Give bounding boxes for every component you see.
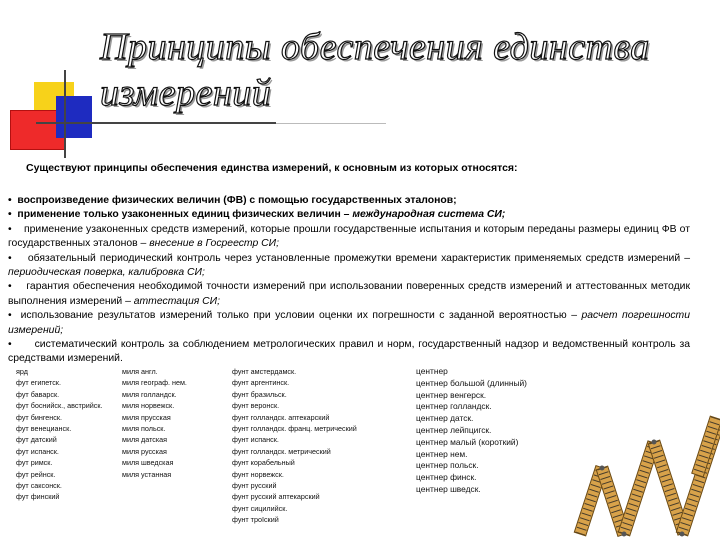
unit-item: миля норвежск.: [122, 401, 175, 411]
page-title: Принципы обеспечения единства измерений: [100, 26, 650, 114]
unit-item: миля англ.: [122, 367, 158, 376]
unit-item: центнер лейпцигск.: [416, 424, 492, 435]
principles-list: [8, 194, 690, 367]
units-column-feet: [16, 366, 103, 503]
unit-item: фунт веронск.: [232, 401, 280, 411]
unit-item: фунт русский аптекарский: [232, 492, 320, 502]
unit-item: центнер польск.: [416, 460, 479, 471]
unit-item: фунт троїский: [232, 515, 279, 525]
bullet: •: [8, 209, 12, 221]
unit-item: фут рейнск.: [16, 469, 56, 479]
principle-result: расчет погрешности измерений;: [8, 310, 690, 336]
unit-item: центнер малый (короткий): [416, 436, 519, 447]
unit-item: центнер большой (длинный): [416, 377, 527, 388]
unit-item: центнер голландск.: [416, 401, 492, 412]
principle-result: внесение в Госреестр СИ;: [149, 238, 279, 250]
unit-item: миля устанная: [122, 469, 172, 479]
unit-item: миля географ. нем.: [122, 378, 187, 388]
bullet: •: [8, 252, 12, 264]
unit-item: фунт русский: [232, 481, 277, 491]
principle-result: аттестация СИ;: [133, 295, 220, 307]
unit-item: фунт голландск. франц. метрический: [232, 424, 357, 434]
unit-item: фунт амстердамск.: [232, 367, 297, 376]
unit-item: фут баварск.: [16, 389, 60, 399]
unit-item: фунт корабельный: [232, 458, 295, 468]
decor-blue-square: [56, 96, 92, 138]
principle-item: [8, 223, 690, 252]
unit-item: фунт норвежск.: [232, 469, 284, 479]
decor-vertical-line: [64, 70, 66, 158]
unit-item: миля прусская: [122, 412, 171, 422]
unit-item: центнер нем.: [416, 448, 468, 459]
decor-underline-thin: [276, 123, 386, 124]
principle-item: [8, 252, 690, 281]
unit-item: центнер: [416, 366, 448, 376]
bullet: •: [8, 339, 12, 351]
principle-text: применение только узаконенных единиц физических величин –: [17, 209, 353, 221]
principle-item: [8, 309, 690, 338]
principle-result: периодическая поверка, калибровка СИ;: [8, 267, 205, 279]
bullet: •: [8, 310, 12, 322]
unit-item: фут датский: [16, 435, 57, 445]
unit-item: центнер шведск.: [416, 483, 481, 494]
bullet: •: [8, 195, 12, 206]
unit-item: миля голландск.: [122, 389, 177, 399]
units-column-pounds: [232, 366, 357, 526]
principle-text: использование результатов измерений только при условии оценки их погрешности с заданной вероятностью –: [20, 310, 582, 322]
unit-item: фут саксонск.: [16, 481, 62, 491]
unit-item: фунт испанск.: [232, 435, 279, 445]
unit-item: центнер венгерск.: [416, 389, 487, 400]
unit-item: фунт сицилийск.: [232, 503, 288, 513]
unit-item: фут венецианск.: [16, 424, 72, 434]
unit-item: центнер финск.: [416, 472, 477, 483]
principle-text: применение узаконенных средств измерений, которые прошли государственные испытания и которым переданы размеры единиц ФВ от государственных эталонов –: [8, 223, 690, 250]
intro-text: Существуют принципы обеспечения единства измерений, к основным из которых относятся:: [26, 162, 518, 174]
principle-text: гарантия обеспечения необходимой точности измерений при использовании поверенных средств измерений и аттестованных методик выполнения измерений –: [8, 281, 690, 307]
principle-text: систематический контроль за соблюдением метрологических правил и норм, государственный надзор и ведомственный контроль за средствами измерений.: [8, 339, 691, 365]
unit-item: ярд: [16, 367, 28, 376]
unit-item: фунт бразильск.: [232, 389, 287, 399]
unit-item: фут финский: [16, 492, 60, 502]
bullet: •: [8, 223, 12, 235]
unit-item: миля шведская: [122, 458, 174, 468]
unit-item: миля польск.: [122, 424, 166, 434]
decor-horizontal-line: [36, 122, 276, 124]
units-column-centners: [416, 366, 527, 496]
principle-result: международная система СИ;: [352, 209, 506, 221]
principle-text: обязательный периодический контроль через установленные промежутки времени характеристик применяемых средств измерений –: [27, 252, 690, 264]
principle-text: воспроизведение физических величин (ФВ) с помощью государственных эталонов;: [17, 195, 457, 206]
unit-item: фут египетск.: [16, 378, 61, 388]
unit-item: фунт голландск. метрический: [232, 446, 331, 456]
unit-item: фут бингенск.: [16, 412, 62, 422]
unit-item: фут римск.: [16, 458, 53, 468]
unit-item: центнер датск.: [416, 413, 474, 424]
principle-item: [8, 280, 690, 309]
units-column-miles: [122, 366, 187, 480]
principle-item: [8, 194, 690, 208]
folding-ruler-image: [560, 356, 720, 540]
unit-item: миля русская: [122, 446, 167, 456]
unit-item: фунт голландск. аптекарский: [232, 412, 330, 422]
principle-item: [8, 208, 690, 222]
unit-item: фут испанск.: [16, 446, 59, 456]
unit-item: миля датская: [122, 435, 168, 445]
unit-item: фунт аргентинск.: [232, 378, 290, 388]
unit-item: фут боснийск., австрийск.: [16, 401, 103, 411]
bullet: •: [8, 281, 12, 293]
